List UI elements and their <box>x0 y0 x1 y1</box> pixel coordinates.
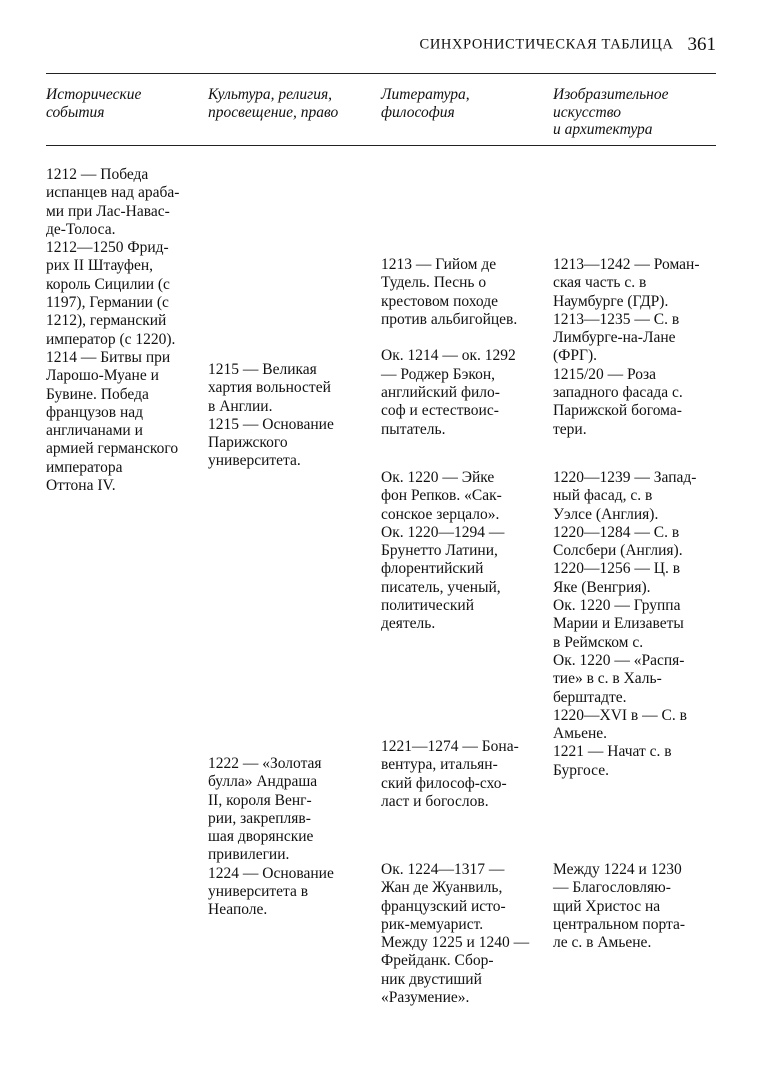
text-line: Парижского <box>208 434 288 452</box>
text-line: тери. <box>553 420 587 438</box>
history-entries-1212-1214 <box>46 166 179 495</box>
text-line: шая дворянские <box>208 828 314 846</box>
text-line: Солсбери (Англия). <box>553 542 683 560</box>
text-line: Яке (Венгрия). <box>553 578 651 596</box>
text-line: университета в <box>208 883 309 901</box>
culture-entries-1215 <box>208 361 334 471</box>
literature-entries-1224-1240 <box>381 861 529 1007</box>
text-line: Бургосе. <box>553 761 609 779</box>
text-line: 1215 — Основание <box>208 415 334 433</box>
text-line: ник двустиший <box>381 970 482 988</box>
art-entries-1224-1230 <box>553 861 685 952</box>
running-head-title: СИНХРОНИСТИЧЕСКАЯ ТАБЛИЦА <box>419 36 674 53</box>
text-line: крестовом походе <box>381 292 498 310</box>
text-line: ми при Лас-Навас- <box>46 202 170 220</box>
text-line: западного фасада с. <box>553 384 683 402</box>
text-line: привилегии. <box>208 846 290 864</box>
text-line: рих II Штауфен, <box>46 257 154 275</box>
text-line: флорентийский <box>381 560 484 578</box>
text-line: ле с. в Амьене. <box>553 934 652 952</box>
text-line: Ок. 1214 — ок. 1292 <box>381 347 516 365</box>
text-line: французский исто- <box>381 897 506 915</box>
text-line: Фрейданк. Сбор- <box>381 952 494 970</box>
text-line: Ок. 1220—1294 — <box>381 523 505 541</box>
text-line: ский философ-схо- <box>381 774 507 792</box>
text-line: искусство <box>553 103 621 121</box>
text-line: «Разумение». <box>381 989 470 1007</box>
text-line: Между 1225 и 1240 — <box>381 934 530 952</box>
text-line: Жан де Жуанвиль, <box>381 879 503 897</box>
text-line: 1215 — Великая <box>208 361 317 378</box>
text-line: Марии и Елизаветы <box>553 615 684 633</box>
text-line: Ларошо-Муане и <box>46 367 159 385</box>
text-line: щий Христос на <box>553 897 661 915</box>
text-line: сонское зерцало». <box>381 505 500 523</box>
text-line: ская часть с. в <box>553 274 647 292</box>
text-line: 1212—1250 Фрид- <box>46 239 169 257</box>
text-line: — Благословляю- <box>553 879 671 897</box>
text-line: центральном порта- <box>553 915 686 933</box>
text-line: политический <box>381 597 474 615</box>
text-line: 1215/20 — Роза <box>553 365 657 383</box>
text-line: 1220—1284 — С. в <box>553 523 680 541</box>
text-line: Парижской богома- <box>553 402 682 420</box>
culture-entries-1222-1224 <box>208 755 334 920</box>
text-line: 1221—1274 — Бона- <box>381 738 519 755</box>
text-line: испанцев над араба- <box>46 184 180 202</box>
text-line: тие» в с. в Халь- <box>553 670 662 688</box>
column-header-literature <box>381 86 470 121</box>
text-line: 1213—1235 — С. в <box>553 310 680 328</box>
text-line: 1220—1239 — Запад- <box>553 469 697 486</box>
text-line: Литература, <box>381 86 470 103</box>
text-line: философия <box>381 103 455 121</box>
text-line: в Англии. <box>208 397 273 415</box>
text-line: берштадте. <box>553 688 627 706</box>
text-line: II, короля Венг- <box>208 791 312 809</box>
text-line: Ок. 1220 — Эйке <box>381 469 495 486</box>
text-line: (ФРГ). <box>553 347 598 365</box>
text-line: французов над <box>46 403 144 421</box>
text-line: писатель, ученый, <box>381 578 501 596</box>
text-line: 1197), Германии (с <box>46 294 169 312</box>
running-head <box>0 34 716 56</box>
text-line: Лимбурге-на-Лане <box>553 329 676 347</box>
text-line: Ок. 1224—1317 — <box>381 861 505 878</box>
text-line: ный фасад, с. в <box>553 487 653 505</box>
text-line: и архитектура <box>553 121 653 138</box>
literature-entries-1221 <box>381 738 519 811</box>
text-line: императора <box>46 458 123 476</box>
text-line: 1214 — Битвы при <box>46 348 171 366</box>
table-top-rule <box>46 73 716 74</box>
text-line: англичанами и <box>46 422 143 440</box>
text-line: Бувине. Победа <box>46 385 149 403</box>
table-header-rule <box>46 145 716 146</box>
text-line: Исторические <box>46 86 142 103</box>
text-line: Неаполе. <box>208 901 268 919</box>
text-line: 1212), германский <box>46 312 167 330</box>
text-line: против альбигойцев. <box>381 310 518 328</box>
column-header-art <box>553 86 669 139</box>
text-line: 1222 — «Золотая <box>208 755 322 772</box>
text-line: в Реймском с. <box>553 633 644 651</box>
text-line: вентура, итальян- <box>381 756 498 774</box>
text-line: император (с 1220). <box>46 330 176 348</box>
text-line: 1220—1256 — Ц. в <box>553 560 681 578</box>
text-line <box>381 329 517 347</box>
text-line: 1213—1242 — Роман- <box>553 256 700 273</box>
text-line: английский фило- <box>381 384 500 402</box>
text-line: деятель. <box>381 615 436 633</box>
text-line: ласт и богослов. <box>381 792 489 810</box>
text-line: де-Толоса. <box>46 220 116 238</box>
art-entries-1213-1215 <box>553 256 699 439</box>
text-line: Между 1224 и 1230 <box>553 861 682 878</box>
text-line: Изобразительное <box>553 86 669 103</box>
column-header-culture <box>208 86 338 121</box>
text-line: рик-мемуарист. <box>381 915 484 933</box>
text-line: Тудель. Песнь о <box>381 274 487 292</box>
text-line: Наумбурге (ГДР). <box>553 292 669 310</box>
page-number: 361 <box>687 34 716 55</box>
text-line: 1220—XVI в — С. в <box>553 706 687 724</box>
text-line: Ок. 1220 — Группа <box>553 597 681 615</box>
text-line: Ок. 1220 — «Распя- <box>553 651 685 669</box>
text-line: 1212 — Победа <box>46 166 149 183</box>
text-line: рии, закрепляв- <box>208 809 311 827</box>
text-line: просвещение, право <box>208 103 339 121</box>
text-line: 1221 — Начат с. в <box>553 743 672 761</box>
text-line: события <box>46 103 105 121</box>
literature-entries-1220 <box>381 469 504 634</box>
literature-entries-1213-1214 <box>381 256 517 439</box>
text-line: Культура, религия, <box>208 86 333 103</box>
column-header-history <box>46 86 141 121</box>
text-line: Амьене. <box>553 725 608 743</box>
text-line: хартия вольностей <box>208 379 331 397</box>
text-line: фон Репков. «Сак- <box>381 487 502 505</box>
text-line: Оттона IV. <box>46 477 116 495</box>
text-line: Уэлсе (Англия). <box>553 505 659 523</box>
text-line: 1224 — Основание <box>208 864 334 882</box>
text-line: пытатель. <box>381 420 446 438</box>
text-line: университета. <box>208 452 301 470</box>
text-line: соф и естествоис- <box>381 402 499 420</box>
text-line: 1213 — Гийом де <box>381 256 497 273</box>
text-line: король Сицилии (с <box>46 275 170 293</box>
text-line: армией германского <box>46 440 179 458</box>
text-line: — Роджер Бэкон, <box>381 365 496 383</box>
art-entries-1220-1221 <box>553 469 696 780</box>
text-line: булла» Андраша <box>208 773 318 791</box>
text-line: Брунетто Латини, <box>381 542 498 560</box>
